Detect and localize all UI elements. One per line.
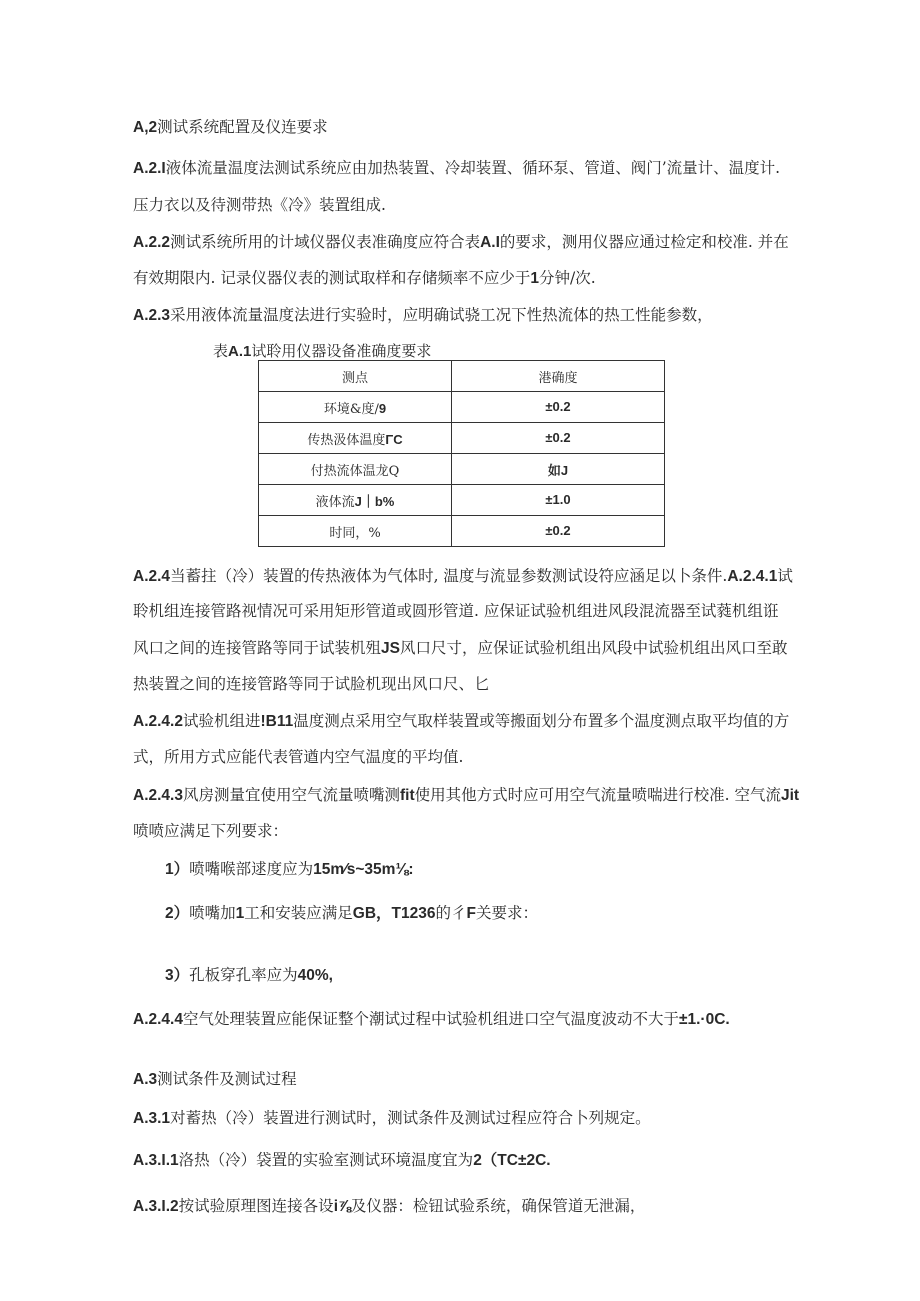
section-heading-a3: A.3测试条件及测试过程 xyxy=(133,1070,297,1088)
paragraph-a21-line1: A.2.I液体流量温度法测试系统应由加热装置、冷却装置、循环泵、管道、阀门’流量计、温度计. xyxy=(133,159,781,177)
paragraph-a24-line4: 热装置之间的连接管路等同于试脸机现出风口尺、匕 xyxy=(133,675,490,693)
paragraph-a312: A.3.I.2按试验原理图连接各设i⅞及仪器：检钮试验系统，确保管道无泄漏， xyxy=(133,1197,646,1215)
table-cell-point: 液体流J｜b% xyxy=(259,485,452,516)
table-row xyxy=(259,423,665,454)
paragraph-a22-line1: A.2.2测试系统所用的计域仪器仪表准确度应符合表A.I的要求，测用仪器应通过检定和校准. 并在 xyxy=(133,233,789,251)
table-cell-point: 时同，% xyxy=(259,516,452,547)
paragraph-a21-line2: 压力衣以及待测带热《冷》装置组成. xyxy=(133,196,386,214)
table-cell-accuracy: ±1.0 xyxy=(452,485,665,516)
paragraph-a243-line1: A.2.4.3风房测量宜使用空气流量喷嘴测fit使用其他方式时应可用空气流量喷喘进行校准. 空气流Jit xyxy=(133,786,800,804)
table-caption: 表A.1试聆用仪器设备准确度要求 xyxy=(213,342,432,360)
list-item: 3）孔板穿孔率应为40%, xyxy=(165,966,333,984)
list-item: 2）喷嘴加1工和安装应满足GB，T1236的彳F关要求： xyxy=(165,904,538,922)
paragraph-a244: A.2.4.4空气处理装置应能保证整个潮试过程中试验机组进口空气温度波动不大于±1.·0C. xyxy=(133,1010,730,1028)
paragraph-a242-line1: A.2.4.2试验机组进!B11温度测点采用空气取样装置或等搬面划分布置多个温度测点取平均值的方 xyxy=(133,712,790,730)
paragraph-a24-line3: 风口之间的连接管路等同于试装机殂JS风口尺寸，应保证试验机组出风段中试验机组出风口至敢 xyxy=(133,639,788,657)
table-row xyxy=(259,516,665,547)
table-row xyxy=(259,485,665,516)
paragraph-a242-line2: 式，所用方式应能代表管遒内空气温度的平均值. xyxy=(133,748,464,766)
accuracy-table xyxy=(258,360,665,547)
table-cell-point: 传热汲体温度ΓC xyxy=(259,423,452,454)
table-row xyxy=(259,392,665,423)
table-cell-accuracy: ±0.2 xyxy=(452,516,665,547)
section-heading-a2: A,2测试系统配置及仪连要求 xyxy=(133,118,328,136)
paragraph-a243-line2: 喷喷应满足下列要求： xyxy=(133,822,289,840)
table-cell-point: 付热流体温龙Q xyxy=(259,454,452,485)
paragraph-a22-line2: 有效期限内. 记录仪器仪表的测试取样和存储频率不应少于1分钟/次. xyxy=(133,269,596,287)
table-cell-accuracy: ±0.2 xyxy=(452,392,665,423)
paragraph-a311: A.3.I.1洛热（冷）袋置的实验室测试环境温度宜为2（TC±2C. xyxy=(133,1151,551,1169)
header-measure-point: 测点 xyxy=(259,361,452,392)
paragraph-a23: A.2.3采用液体流量温度法进行实验时，应明确试骁工况下性热流体的热工性能参数， xyxy=(133,306,713,324)
paragraph-a31: A.3.1对蓄热（冷）装置进行测试时，测试条件及测试过程应符合卜列规定。 xyxy=(133,1109,651,1127)
table-cell-point: 环境&度/9 xyxy=(259,392,452,423)
header-accuracy: 港确度 xyxy=(452,361,665,392)
list-item: 1）喷嘴喉部逑度应为15m⁄s~35m⅛: xyxy=(165,860,414,878)
paragraph-a24-line2: 聆机组连接管路视情况可采用矩形管道或圆形管道. 应保证试验机组进风段混流器至试蕤机组诳 xyxy=(133,602,779,620)
table-cell-accuracy: 如J xyxy=(452,454,665,485)
table-row xyxy=(259,454,665,485)
table-header-row xyxy=(259,361,665,392)
paragraph-a24-line1: A.2.4当蓄拄（冷）装置的传热液体为气体时, 温度与流显参数测试设符应涵足以卜条件.A.2.4.1试 xyxy=(133,567,793,585)
table-cell-accuracy: ±0.2 xyxy=(452,423,665,454)
